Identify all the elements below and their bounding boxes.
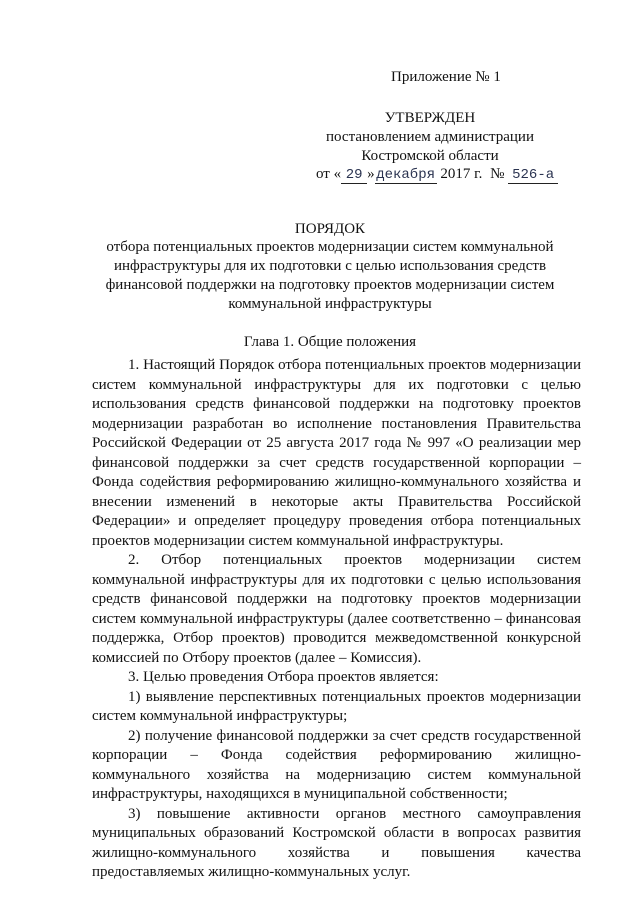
number-prefix: № bbox=[490, 166, 505, 182]
title-line: финансовой поддержки на подготовку проектов модернизации систем bbox=[105, 277, 555, 293]
document-title: ПОРЯДОК bbox=[294, 221, 366, 237]
approved-by-line: постановлением администрации bbox=[326, 129, 534, 145]
date-year: 2017 г. bbox=[440, 166, 483, 182]
date-prefix: от « bbox=[316, 166, 342, 182]
title-line: инфраструктуры для их подготовки с целью использования средств bbox=[113, 258, 547, 274]
chapter-heading: Глава 1. Общие положения bbox=[243, 334, 417, 350]
paragraph: 3) повышение активности органов местного самоуправления муниципальных образований Костромской области в вопросах развития жилищно-коммунального хозяйства и повышения качества предоставляемых жилищно-коммунальных услуг. bbox=[92, 805, 581, 880]
title-line: отбора потенциальных проектов модернизации систем коммунальной bbox=[106, 239, 554, 255]
paragraph: 2. Отбор потенциальных проектов модернизации систем коммунальной инфраструктуры для их подготовки с целью использования средств финансовой поддержки на подготовку проектов модернизации систем коммунальной инфраструктуры (далее соответственно – финансовая поддержка, Отбор проектов) проводится межведомственной конкурсной комиссией по Отбору проектов (далее – Комиссия). bbox=[92, 552, 581, 666]
document-number: 526-а bbox=[508, 168, 558, 184]
date-month: декабря bbox=[376, 167, 436, 183]
approved-label: УТВЕРЖДЕН bbox=[384, 110, 476, 126]
paragraph: 1. Настоящий Порядок отбора потенциальных проектов модернизации систем коммунальной инфраструктуры для их подготовки с целью использования средств финансовой поддержки на подготовку проектов модернизации разработан во исполнение постановления Правительства Российской Федерации от 25 августа 2017 года № 997 «О реализации мер финансовой поддержки за счет средств государственной корпорации – Фонда содействия реформированию жилищно-коммунального хозяйства и внесении изменений в некоторые акты Правительства Российской Федерации» и определяет процедуру проведения отбора потенциальных проектов модернизации систем коммунальной инфраструктуры. bbox=[92, 357, 581, 549]
approval-date-line bbox=[316, 165, 558, 185]
date-day: 29 bbox=[341, 168, 367, 184]
paragraph: 1) выявление перспективных потенциальных проектов модернизации систем коммунальной инфраструктуры; bbox=[92, 688, 581, 724]
body-text bbox=[92, 356, 581, 883]
title-line: коммунальной инфраструктуры bbox=[228, 296, 432, 312]
date-month-sep: » bbox=[367, 166, 375, 182]
paragraph: 3. Целью проведения Отбора проектов является: bbox=[128, 669, 439, 685]
approved-region: Костромской области bbox=[361, 148, 499, 164]
appendix-label: Приложение № 1 bbox=[391, 69, 501, 85]
paragraph: 2) получение финансовой поддержки за счет средств государственной корпорации – Фонда содействия реформированию жилищно-коммунального хозяйства на модернизацию систем коммунальной инфраструктуры, находящихся в муниципальной собственности; bbox=[92, 727, 581, 802]
